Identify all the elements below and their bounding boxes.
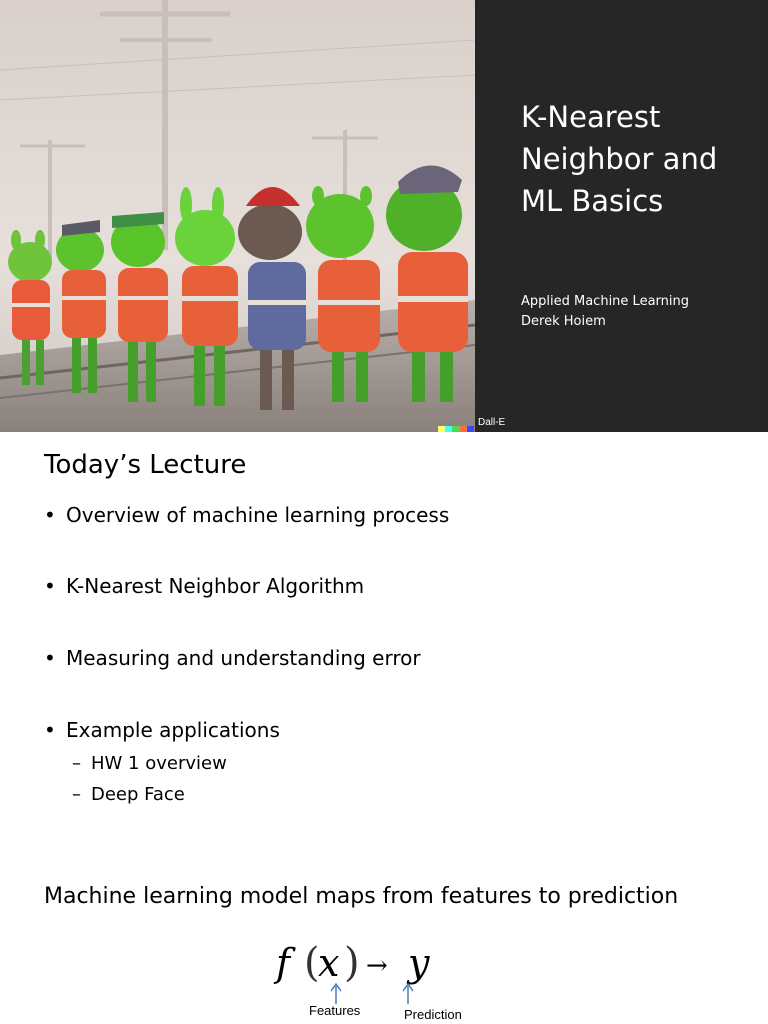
slide-title-line: Neighbor and: [521, 142, 718, 176]
slide-title: [521, 96, 761, 222]
bullet-text: Measuring and understanding error: [66, 646, 421, 670]
image-credit: Dall-E: [478, 417, 506, 428]
formula-x: x: [318, 941, 340, 985]
sub-list-item: [72, 783, 185, 807]
formula-open-paren: (: [304, 940, 320, 986]
bullet-marker: •: [44, 718, 56, 742]
bullet-text: K-Nearest Neighbor Algorithm: [66, 574, 365, 598]
creatures-in-safety-vests-illustration: [0, 0, 475, 432]
slide-title-line: K-Nearest: [521, 100, 661, 134]
model-statement: Machine learning model maps from features to prediction: [44, 884, 679, 909]
bullet-text: Overview of machine learning process: [66, 503, 450, 527]
list-item: [44, 644, 421, 672]
bullet-marker: •: [44, 574, 56, 598]
formula-arrow: →: [366, 951, 388, 981]
bullet-marker: •: [44, 646, 56, 670]
slide-subtitle: [521, 292, 689, 332]
dash-marker: –: [72, 753, 81, 774]
bullet-marker: •: [44, 503, 56, 527]
slide-title-line: ML Basics: [521, 184, 664, 218]
slide-heading: Today’s Lecture: [44, 450, 247, 480]
bullet-text: Example applications: [66, 718, 280, 742]
author-name: Derek Hoiem: [521, 314, 606, 329]
model-formula: [270, 932, 510, 992]
prediction-label: Prediction: [404, 1007, 462, 1022]
formula-f: f: [276, 941, 291, 985]
sub-list-item: [72, 752, 227, 776]
list-item: [44, 716, 280, 744]
sub-bullet-text: Deep Face: [91, 784, 185, 805]
lecture-outline-slide: [0, 432, 768, 1024]
features-label: Features: [309, 1003, 361, 1018]
list-item: [44, 572, 364, 600]
list-item: [44, 501, 449, 529]
title-slide: [0, 0, 768, 432]
sub-bullet-text: HW 1 overview: [91, 753, 227, 774]
formula-close-paren: ): [344, 940, 360, 986]
formula-y: y: [408, 941, 430, 985]
course-name: Applied Machine Learning: [521, 294, 689, 309]
dash-marker: –: [72, 784, 81, 805]
prediction-arrow-icon: [398, 982, 418, 1006]
